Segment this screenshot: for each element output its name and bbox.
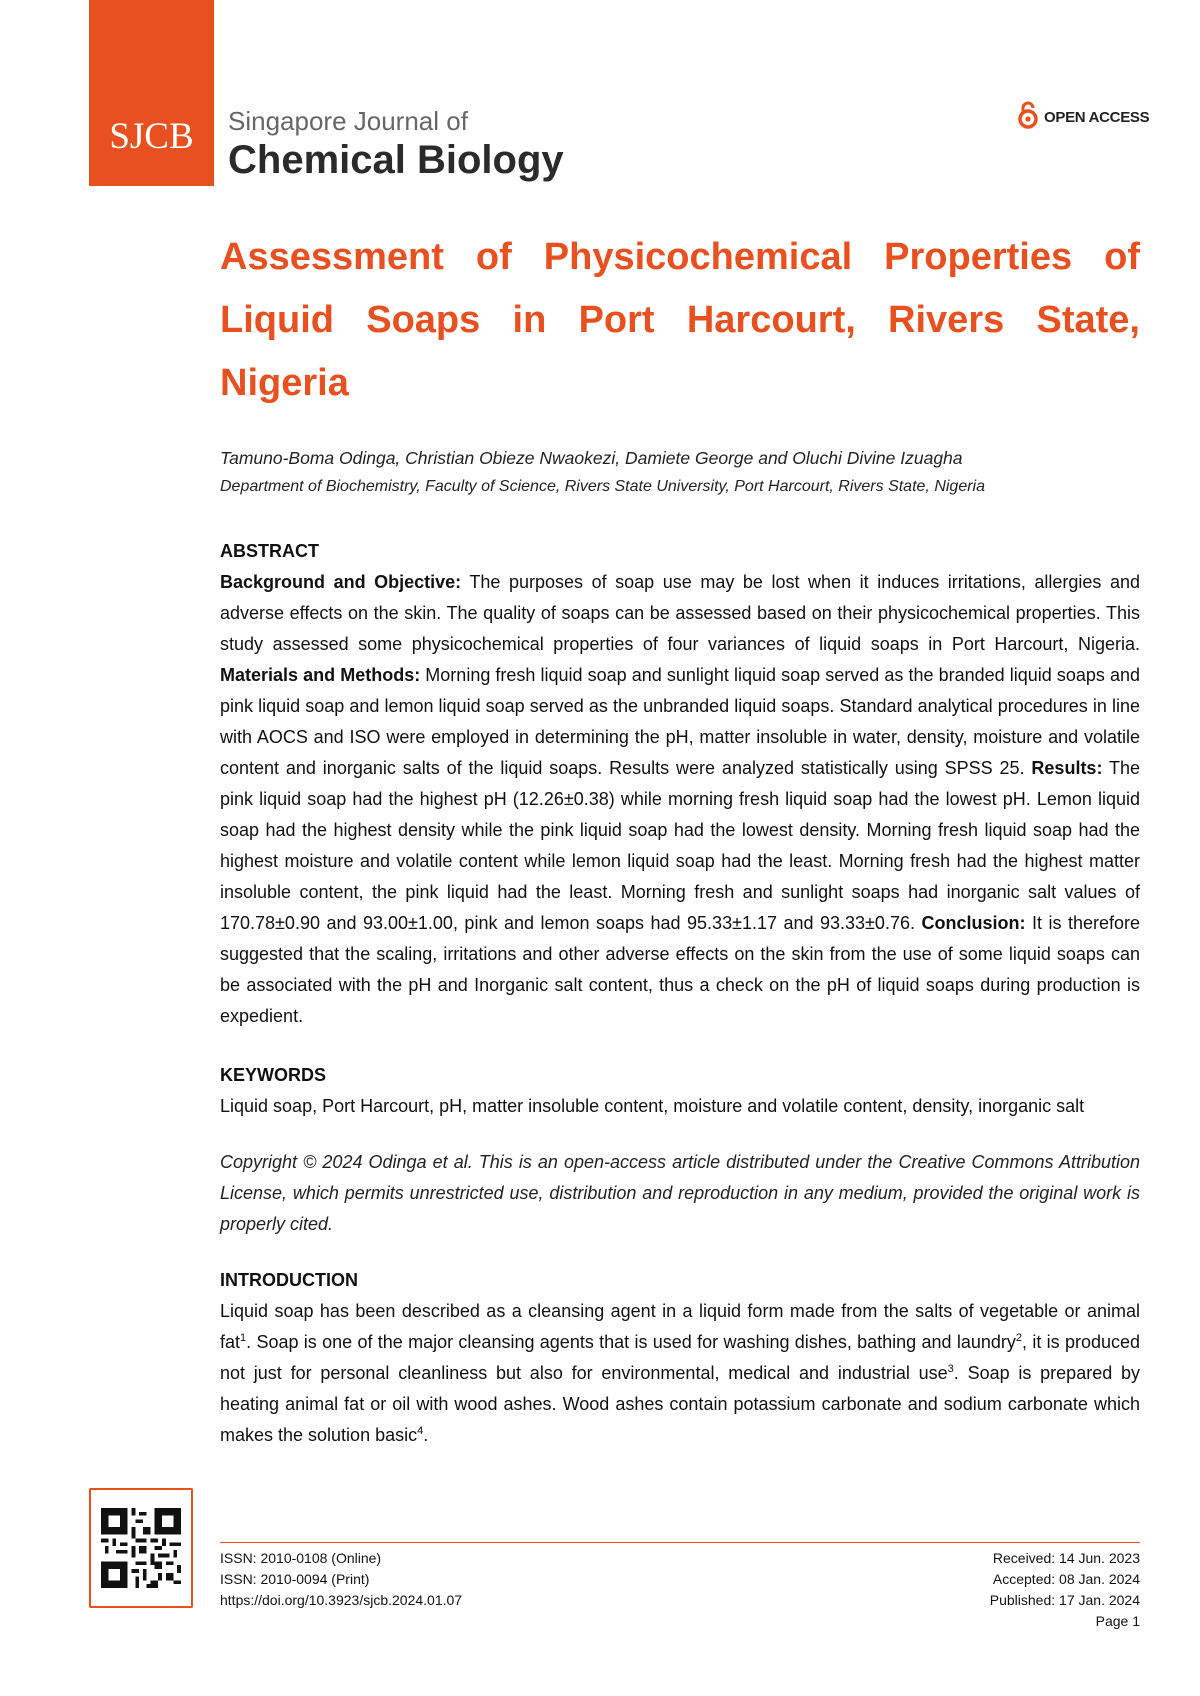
abstract-conclusion-text: It is therefore suggested that the scaling, irritations and other adverse effects on the skin from the use of some liquid soaps can be associated with the pH and Inorganic salt content, thus a check on the pH of liquid soaps during production is expedient.: [220, 913, 1140, 1026]
citation-ref: 1: [240, 1332, 247, 1344]
issn-print: ISSN: 2010-0094 (Print): [220, 1571, 370, 1587]
abstract-background-label: Background and Objective:: [220, 572, 462, 592]
received-date: Received: 14 Jun. 2023: [992, 1550, 1140, 1566]
abstract-results-text: The pink liquid soap had the highest pH (12.26±0.38) while morning fresh liquid soap had the lowest pH. Lemon liquid soap had the highest density while the pink liquid soap had the lowest density. Morning fresh liquid soap had the highest moisture and volatile content while lemon liquid soap had the least. Morning fresh had the highest matter insoluble content, the pink liquid had the least. Morning fresh and sunlight soaps had inorganic salt values of 170.78±0.90 and 93.00±1.00, pink and lemon soaps had 95.33±1.17 and 93.33±0.76.: [220, 758, 1140, 933]
qr-code: [89, 1488, 193, 1608]
open-access-icon: [1018, 101, 1038, 134]
intro-text-2: . Soap is one of the major cleansing agents that is used for washing dishes, bathing and laundry: [246, 1332, 1016, 1352]
keywords-text: Liquid soap, Port Harcourt, pH, matter insoluble content, moisture and volatile content, density, inorganic salt: [220, 1096, 1085, 1116]
open-access-badge: [1018, 102, 1149, 132]
article-body: [220, 536, 1140, 1451]
keywords-heading: KEYWORDS: [220, 1065, 327, 1085]
published-date: Published: 17 Jan. 2024: [989, 1592, 1140, 1608]
footer-left: [220, 1548, 462, 1611]
issn-online: ISSN: 2010-0108 (Online): [220, 1550, 382, 1566]
intro-text-4: . Soap is prepared by heating animal fat or oil with wood ashes. Wood ashes contain potassium carbonate and sodium carbonate which makes the solution basic: [220, 1363, 1140, 1445]
footer-divider: [220, 1542, 1140, 1543]
article-title: Assessment of Physicochemical Properties of Liquid Soaps in Port Harcourt, Rivers State, Nigeria: [220, 236, 1140, 404]
doi-link[interactable]: https://doi.org/10.3923/sjcb.2024.01.07: [220, 1592, 463, 1608]
citation-ref: 3: [947, 1363, 954, 1375]
citation-ref: 2: [1015, 1332, 1023, 1344]
intro-text-3: , it is produced not just for personal cleanliness but also for environmental, medical and industrial use: [220, 1332, 1141, 1383]
article-authors: Tamuno-Boma Odinga, Christian Obieze Nwaokezi, Damiete George and Oluchi Divine Izuagha: [220, 448, 963, 468]
abstract-heading: ABSTRACT: [220, 541, 319, 561]
open-access-label: OPEN ACCESS: [1044, 108, 1150, 126]
abstract-methods-text: Morning fresh liquid soap and sunlight liquid soap served as the branded liquid soaps and pink liquid soap and lemon liquid soap served as the unbranded liquid soaps. Standard analytical procedures in line with AOCS and ISO were employed in determining the pH, matter insoluble in water, density, moisture and volatile content and inorganic salts of the liquid soaps. Results were analyzed statistically using SPSS 25.: [220, 665, 1140, 778]
footer-right: [990, 1548, 1140, 1632]
journal-name-line2: Chemical Biology: [228, 138, 564, 182]
introduction-heading: INTRODUCTION: [220, 1270, 358, 1290]
logo-text: SJCB: [109, 116, 194, 157]
abstract-methods-label: Materials and Methods:: [220, 665, 421, 685]
journal-logo: [89, 0, 214, 186]
copyright-notice: Copyright © 2024 Odinga et al. This is an open-access article distributed under the Creative Commons Attribution License, which permits unrestricted use, distribution and reproduction in any medium, provided the original work is properly cited.: [220, 1152, 1140, 1234]
introduction-text: [220, 1296, 1140, 1451]
intro-text-5: .: [423, 1425, 429, 1445]
journal-name-line1: Singapore Journal of: [228, 106, 468, 136]
abstract-results-label: Results:: [1031, 758, 1103, 778]
citation-ref: 4: [417, 1425, 424, 1437]
abstract-background-text: The purposes of soap use may be lost when it induces irritations, allergies and adverse effects on the skin. The quality of soaps can be assessed based on their physicochemical properties. This study assessed some physicochemical properties of four variances of liquid soaps in Port Harcourt, Nigeria.: [220, 572, 1141, 654]
abstract-text: [220, 567, 1140, 1032]
abstract-conclusion-label: Conclusion:: [921, 913, 1026, 933]
accepted-date: Accepted: 08 Jan. 2024: [992, 1571, 1140, 1587]
article-affiliation: Department of Biochemistry, Faculty of Science, Rivers State University, Port Harcourt, Rivers State, Nigeria: [220, 478, 985, 495]
intro-text-1: Liquid soap has been described as a cleansing agent in a liquid form made from the salts of vegetable or animal fat: [220, 1301, 1140, 1352]
page-number: Page 1: [1095, 1613, 1140, 1629]
